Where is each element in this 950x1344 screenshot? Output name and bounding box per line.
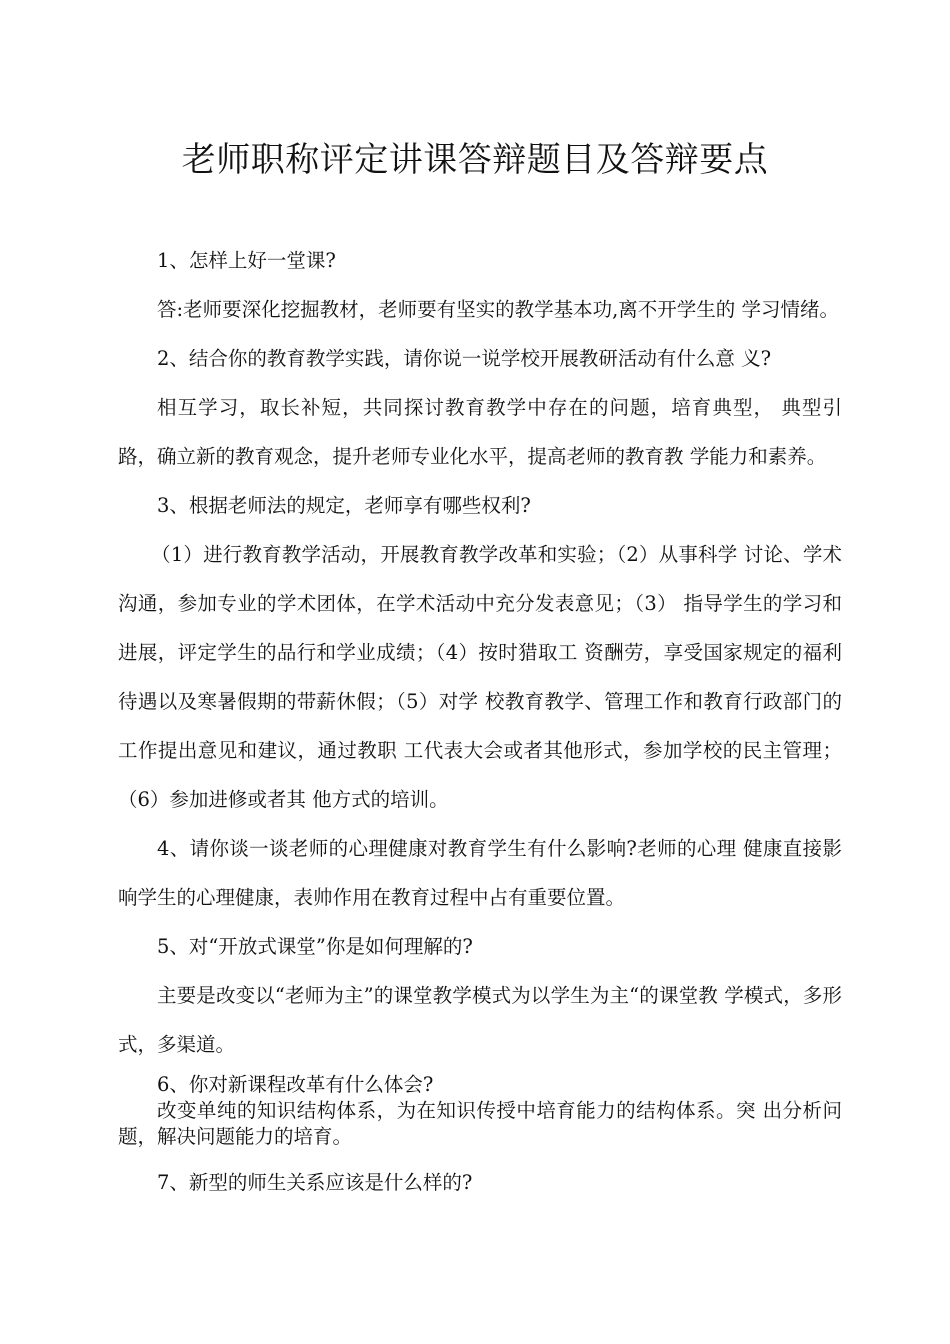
question-2: 2、结合你的教育教学实践，请你说一说学校开展教研活动有什么意 义? xyxy=(157,347,772,370)
document-title: 老师职称评定讲课答辩题目及答辩要点 xyxy=(181,140,769,180)
answer-6: 改变单纯的知识结构体系，为在知识传授中培育能力的结构体系。突 出分析问题，解决问题能力的培育。 xyxy=(118,1099,842,1148)
question-6: 6、你对新课程改革有什么体会? xyxy=(157,1073,434,1096)
question-1: 1、怎样上好一堂课? xyxy=(157,249,336,272)
answer-1: 答:老师要深化挖掘教材，老师要有坚实的教学基本功,离不开学生的 学习情绪。 xyxy=(157,298,839,321)
answer-2: 相互学习，取长补短，共同探讨教育教学中存在的问题，培育典型， 典型引路，确立新的教育观念，提升老师专业化水平，提高老师的教育教 学能力和素养。 xyxy=(118,396,842,468)
answer-5: 主要是改变以“老师为主”的课堂教学模式为以学生为主“的课堂教 学模式，多形式，多渠道。 xyxy=(118,984,842,1056)
question-7: 7、新型的师生关系应该是什么样的? xyxy=(157,1171,473,1194)
question-3: 3、根据老师法的规定，老师享有哪些权利? xyxy=(157,494,531,517)
question-5: 5、对“开放式课堂”你是如何理解的? xyxy=(157,935,473,958)
question-4: 4、请你谈一谈老师的心理健康对教育学生有什么影响?老师的心理 健康直接影响学生的心理健康，表帅作用在教育过程中占有重要位置。 xyxy=(118,837,842,909)
answer-3: （1）进行教育教学活动，开展教育教学改革和实验；（2）从事科学 讨论、学术沟通，参加专业的学术团体，在学术活动中充分发表意见；（3） 指导学生的学习和进展，评定学生的品行和学业成绩；（4）按时猎取工 资酬劳，享受国家规定的福利待遇以及寒暑假期的带薪休假；（5）对学 校教育教学、管理工作和教育行政部门的工作提出意见和建议，通过教职 工代表大会或者其他形式，参加学校的民主管理；（6）参加进修或者其 他方式的培训。 xyxy=(118,543,842,811)
document-body xyxy=(118,236,842,1207)
